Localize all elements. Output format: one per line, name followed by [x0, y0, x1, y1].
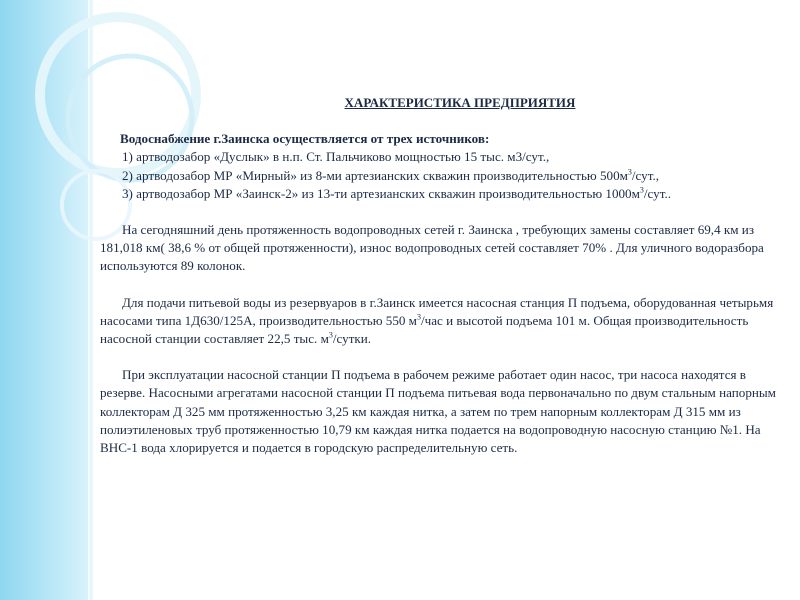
source-item-2: 2) артводозабор МР «Мирный» из 8-ми артезианских скважин производительностью $500м^3$/сут.,: [122, 167, 660, 183]
paragraph-pump-station: Для подачи питьевой воды из резервуаров в г.Заинск имеется насосная станция П подъема, оборудованная четырьмя насосами типа 1Д630/125А, производительностью 550 $м^3$/час и высотой подъема 101 м. Общая производительность насосной станции составляет 22,5 тыс. $м^3$/сутки.: [100, 294, 774, 347]
page-title: ХАРАКТЕРИСТИКА ПРЕДПРИЯТИЯ: [344, 95, 576, 110]
slide-content: [100, 94, 785, 457]
intro-line: Водоснабжение г.Заинска осуществляется от трех источников:: [120, 131, 490, 147]
source-item-3: 3) артводозабор МР «Заинск-2» из 13-ти артезианских скважин производительностью $1000м^3$/сут..: [122, 185, 671, 201]
paragraph-network-wear: На сегодняшний день протяженность водопроводных сетей г. Заинска , требующих замены составляет 69,4 км из 181,018 км( 38,6 % от общей протяженности), износ водопроводных сетей составляет 70% . Для уличного водоразбора используются 89 колонок.: [100, 222, 764, 274]
source-item-1: 1) артводозабор «Дуслык» в н.п. Ст. Пальчиково мощностью 15 тыс. м3/сут.,: [122, 149, 550, 165]
paragraph-operation: При эксплуатации насосной станции П подъема в рабочем режиме работает один насос, три насоса находятся в резерве. Насосными агрегатами насосной станции П подъема питьевая вода первоначально по двум стальным напорным коллекторам Д 325 мм протяженностью 3,25 км каждая нитка, а затем по трем напорным коллекторам Д 315 мм из полиэтиленовых труб протяженностью 10,79 км каждая нитка подается на водопроводную насосную станцию №1. На ВНС-1 вода хлорируется и подается в городскую распределительную сеть.: [100, 367, 776, 456]
